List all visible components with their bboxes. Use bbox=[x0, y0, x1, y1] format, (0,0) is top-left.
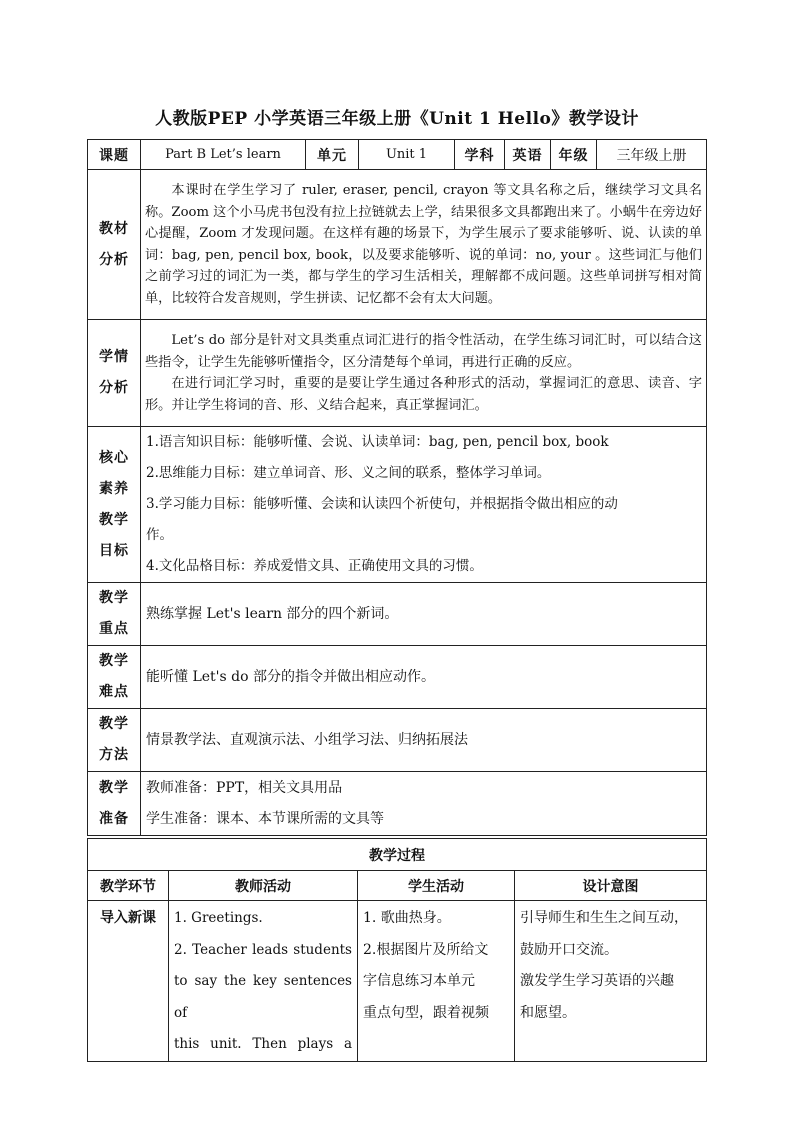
subject-label: 学科 bbox=[455, 140, 505, 170]
methods-row bbox=[88, 709, 707, 772]
process-heading-row bbox=[88, 839, 707, 871]
learners-analysis bbox=[141, 320, 707, 427]
prep-row bbox=[88, 772, 707, 836]
methods-label bbox=[88, 709, 141, 772]
col-stage: 教学环节 bbox=[88, 871, 169, 901]
goals-label bbox=[88, 427, 141, 583]
prep-label bbox=[88, 772, 141, 836]
student-line-1: 1. 歌曲热身。 bbox=[363, 910, 451, 926]
goal-item-4: 4.文化品格目标：养成爱惜文具、正确使用文具的习惯。 bbox=[146, 558, 483, 574]
student-line-4: 重点句型，跟着视频 bbox=[363, 1004, 489, 1021]
learners-label-1: 学情 bbox=[99, 349, 129, 365]
design-intent bbox=[515, 901, 707, 1062]
prep-label-1: 教学 bbox=[99, 779, 129, 796]
learners-label bbox=[88, 320, 141, 427]
process-row-intro bbox=[88, 901, 707, 1062]
focus-label bbox=[88, 583, 141, 646]
lesson-value: Part B Let’s learn bbox=[141, 140, 306, 170]
student-line-2: 2.根据图片及所给文 bbox=[363, 941, 489, 958]
process-heading: 教学过程 bbox=[88, 839, 707, 871]
intent-line-3: 激发学生学习英语的兴趣 bbox=[520, 973, 674, 989]
prep-teacher: 教师准备：PPT，相关文具用品 bbox=[146, 779, 343, 796]
goal-item-1: 1.语言知识目标：能够听懂、会说、认读单词：bag, pen, pencil box, book bbox=[146, 434, 609, 450]
prep-student: 学生准备：课本、本节课所需的文具等 bbox=[146, 810, 384, 827]
goals-label-1: 核心 bbox=[99, 449, 129, 466]
col-student: 学生活动 bbox=[358, 871, 515, 901]
learners-row bbox=[88, 320, 707, 427]
focus-row bbox=[88, 583, 707, 646]
textbook-label-1: 教材 bbox=[99, 220, 129, 237]
intent-line-1: 引导师生和生生之间互动， bbox=[520, 910, 688, 926]
info-row bbox=[88, 140, 707, 170]
difficulty-row bbox=[88, 646, 707, 709]
textbook-row bbox=[88, 170, 707, 320]
goals-row bbox=[88, 427, 707, 583]
goals-label-4: 目标 bbox=[99, 542, 129, 559]
focus-text: 熟练掌握 Let's learn 部分的四个新词。 bbox=[141, 583, 707, 646]
difficulty-text: 能听懂 Let's do 部分的指令并做出相应动作。 bbox=[141, 646, 707, 709]
intent-line-4: 和愿望。 bbox=[520, 1004, 576, 1021]
learners-para-1: Let’s do 部分是针对文具类重点词汇进行的指令性活动，在学生练习词汇时，可以结合这些指令，让学生先能够听懂指令，区分清楚每个单词，再进行正确的反应。 bbox=[145, 333, 702, 370]
difficulty-label-1: 教学 bbox=[99, 653, 129, 669]
textbook-label-2: 分析 bbox=[99, 251, 129, 268]
goals-label-3: 教学 bbox=[99, 511, 129, 528]
teacher-line-2: 2. Teacher leads students bbox=[174, 941, 352, 958]
prep-text bbox=[141, 772, 707, 836]
teacher-activity bbox=[169, 901, 358, 1062]
subject-value: 英语 bbox=[505, 140, 551, 170]
goals-list bbox=[141, 427, 707, 583]
student-line-3: 字信息练习本单元 bbox=[363, 973, 475, 989]
focus-label-2: 重点 bbox=[99, 621, 129, 637]
process-header-row bbox=[88, 871, 707, 901]
prep-label-2: 准备 bbox=[99, 810, 129, 827]
col-teacher: 教师活动 bbox=[169, 871, 358, 901]
col-intent: 设计意图 bbox=[515, 871, 707, 901]
difficulty-label-2: 难点 bbox=[99, 684, 129, 700]
textbook-label bbox=[88, 170, 141, 320]
teacher-line-1: 1. Greetings. bbox=[174, 910, 263, 926]
page-title: 人教版PEP 小学英语三年级上册《Unit 1 Hello》教学设计 bbox=[155, 109, 639, 129]
difficulty-label bbox=[88, 646, 141, 709]
goal-item-3a: 3.学习能力目标：能够听懂、会读和认读四个祈使句，并根据指令做出相应的动 bbox=[146, 496, 618, 512]
methods-label-2: 方法 bbox=[99, 747, 129, 763]
lesson-label: 课题 bbox=[88, 140, 141, 170]
intent-line-2: 鼓励开口交流。 bbox=[520, 941, 618, 958]
learners-label-2: 分析 bbox=[99, 380, 129, 396]
student-activity bbox=[358, 901, 515, 1062]
goal-item-2: 2.思维能力目标：建立单词音、形、义之间的联系，整体学习单词。 bbox=[146, 465, 551, 481]
grade-value: 三年级上册 bbox=[597, 140, 707, 170]
unit-value: Unit 1 bbox=[359, 140, 455, 170]
stage-intro: 导入新课 bbox=[88, 901, 169, 1062]
teacher-line-3: to say the key sentences of bbox=[174, 973, 352, 1021]
lesson-info-table bbox=[87, 139, 707, 836]
learners-para-2: 在进行词汇学习时，重要的是要让学生通过各种形式的活动，掌握词汇的意思、读音、字形。并让学生将词的音、形、义结合起来，真正掌握词汇。 bbox=[145, 376, 702, 413]
focus-label-1: 教学 bbox=[99, 590, 129, 606]
methods-text: 情景教学法、直观演示法、小组学习法、归纳拓展法 bbox=[141, 709, 707, 772]
teaching-process-table bbox=[87, 838, 707, 1062]
goals-label-2: 素养 bbox=[99, 480, 129, 497]
grade-label: 年级 bbox=[551, 140, 597, 170]
unit-label: 单元 bbox=[306, 140, 359, 170]
goal-item-3b: 作。 bbox=[146, 527, 173, 543]
textbook-analysis-text: 本课时在学生学习了 ruler, eraser, pencil, crayon 等文具名称之后，继续学习文具名称。Zoom 这个小马虎书包没有拉上拉链就去上学，结果很多文具都跑出来了。小蜗牛在旁边好心提醒，Zoom 才发现问题。在这样有趣的场景下，为学生展示了要求能够听、说、认读的单词：bag, pen, pencil box, book，以及要求能够听、说的单词：no, your 。这些词汇与他们之前学习过的词汇为一类，都与学生的学习生活相关，理解都不成问题。这些单词拼写相对简单，比较符合发音规则，学生拼读、记忆都不会有太大问题。 bbox=[141, 170, 707, 320]
methods-label-1: 教学 bbox=[99, 716, 129, 732]
teacher-line-4: this unit. Then plays a bbox=[174, 1036, 352, 1052]
